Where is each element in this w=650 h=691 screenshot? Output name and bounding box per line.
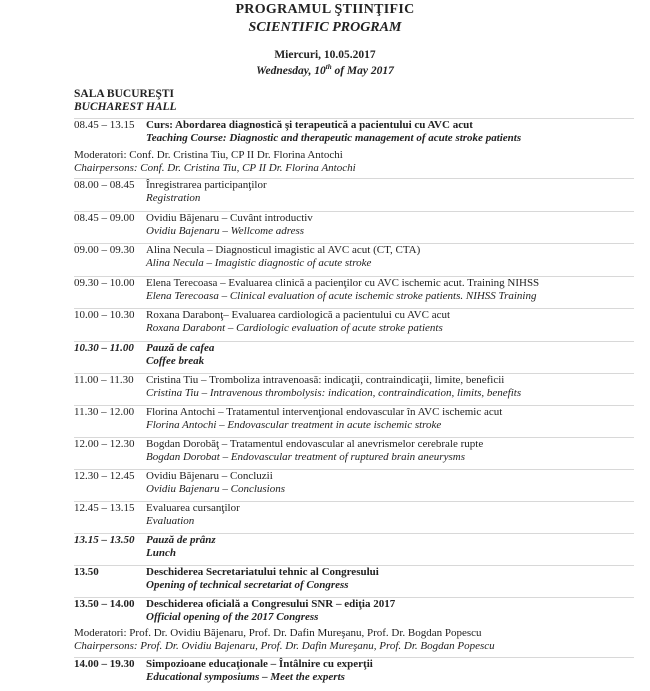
moderators-ro: Moderatori: Conf. Dr. Cristina Tiu, CP II Dr. Florina Antochi: [74, 149, 343, 161]
session-endovascular: [74, 405, 634, 431]
session-title-en: Ovidiu Bajenaru – Conclusions: [146, 483, 286, 495]
date-en-suffix: of May 2017: [331, 64, 394, 77]
session-cardiology: [74, 308, 634, 334]
session-title-en: Evaluation: [146, 515, 195, 527]
session-course: [74, 118, 634, 144]
date-en-sup: th: [325, 63, 332, 71]
session-title-ro: Florina Antochi – Tratamentul intervenţional endovascular în AVC ischemic acut: [146, 406, 503, 418]
session-title-en: Roxana Darabont – Cardiologic evaluation of acute stroke patients: [146, 322, 443, 334]
session-title-en: Opening of technical secretariat of Congress: [146, 579, 349, 591]
date-en: [0, 63, 650, 77]
program-title-en: SCIENTIFIC PROGRAM: [248, 20, 402, 35]
session-title-ro: Evaluarea cursanţilor: [146, 502, 240, 514]
session-lunch: [74, 533, 634, 559]
session-evaluation: [74, 501, 634, 527]
session-time: 12.00 – 12.30: [74, 438, 135, 450]
session-imaging: [74, 243, 634, 269]
chairpersons-en: Chairpersons: Prof. Dr. Ovidiu Bajenaru, Prof. Dr. Dafin Mureşanu, Prof. Dr. Bogdan Popescu: [74, 640, 495, 652]
session-title-en: Registration: [146, 192, 201, 204]
session-time: 10.00 – 10.30: [74, 309, 135, 321]
session-time: 08.00 – 08.45: [74, 179, 135, 191]
session-time: 10.30 – 11.00: [74, 342, 134, 354]
session-time: 12.45 – 13.15: [74, 502, 135, 514]
session-title-ro: Roxana Darabonţ– Evaluarea cardiologică a pacientului cu AVC acut: [146, 309, 451, 321]
session-thrombolysis: [74, 373, 634, 399]
program-title-ro: PROGRAMUL ŞTIINŢIFIC: [235, 2, 415, 17]
hall-name-ro: SALA BUCUREŞTI: [74, 88, 175, 100]
date-ro: Miercuri, 10.05.2017: [274, 49, 376, 61]
session-title-ro: Cristina Tiu – Tromboliza intravenoasă: indicaţii, contraindicaţii, limite, beneficii: [146, 374, 505, 386]
chairpersons-en: Chairpersons: Conf. Dr. Cristina Tiu, CP II Dr. Florina Antochi: [74, 162, 356, 174]
session-time: 13.50: [74, 566, 99, 578]
session-official-opening: [74, 597, 634, 623]
session-conclusions: [74, 469, 634, 495]
session-title-en: Bogdan Dorobat – Endovascular treatment of ruptured brain aneurysms: [146, 451, 465, 463]
session-title-ro: Deschiderea Secretariatului tehnic al Congresului: [146, 566, 379, 578]
date-en-prefix: Wednesday, 10: [256, 64, 326, 77]
session-time: 14.00 – 19.30: [74, 658, 135, 670]
session-title-en: Alina Necula – Imagistic diagnostic of acute stroke: [146, 257, 372, 269]
session-title-en: Ovidiu Bajenaru – Wellcome adress: [146, 225, 305, 237]
session-registration: [74, 178, 634, 204]
session-time: 08.45 – 09.00: [74, 212, 135, 224]
session-title-ro: Pauză de prânz: [146, 534, 216, 546]
session-title-ro: Înregistrarea participanţilor: [146, 179, 267, 191]
session-secretariat-opening: [74, 565, 634, 591]
session-time: 09.30 – 10.00: [74, 277, 135, 289]
session-title-ro: Simpozioane educaţionale – Întâlnire cu experţii: [146, 658, 373, 670]
session-clinical-evaluation: [74, 276, 634, 302]
session-title-en: Coffee break: [146, 355, 205, 367]
session-time: 09.00 – 09.30: [74, 244, 135, 256]
session-title-en: Official opening of the 2017 Congress: [146, 611, 319, 623]
session-title-en: Florina Antochi – Endovascular treatment in acute ischemic stroke: [146, 419, 442, 431]
session-title-ro: Ovidiu Băjenaru – Concluzii: [146, 470, 273, 482]
session-title-en: Educational symposiums – Meet the experts: [146, 671, 345, 683]
session-time: 13.15 – 13.50: [74, 534, 135, 546]
session-time: 08.45 – 13.15: [74, 119, 135, 131]
session-title-ro: Curs: Abordarea diagnostică şi terapeutică a pacientului cu AVC acut: [146, 119, 473, 131]
session-coffee-break: [74, 341, 634, 367]
session-time: 11.00 – 11.30: [74, 374, 134, 386]
session-title-ro: Pauză de cafea: [146, 342, 215, 354]
session-title-en: Cristina Tiu – Intravenous thrombolysis: indication, contraindication, limits, benefits: [146, 387, 522, 399]
session-title-ro: Alina Necula – Diagnosticul imagistic al AVC acut (CT, CTA): [146, 244, 421, 256]
session-title-ro: Elena Terecoasa – Evaluarea clinică a pacienţilor cu AVC ischemic acut. Training NIHSS: [146, 277, 540, 289]
session-aneurysms: [74, 437, 634, 463]
session-title-ro: Deschiderea oficială a Congresului SNR – ediţia 2017: [146, 598, 396, 610]
session-title-en: Lunch: [146, 547, 176, 559]
hall-name-en: BUCHAREST HALL: [74, 101, 177, 113]
session-time: 12.30 – 12.45: [74, 470, 135, 482]
session-title-en: Teaching Course: Diagnostic and therapeutic management of acute stroke patients: [146, 132, 522, 144]
session-time: 13.50 – 14.00: [74, 598, 135, 610]
session-time: 11.30 – 12.00: [74, 406, 135, 418]
session-title-ro: Ovidiu Băjenaru – Cuvânt introductiv: [146, 212, 313, 224]
session-introduction: [74, 211, 634, 237]
session-title-en: Elena Terecoasa – Clinical evaluation of acute ischemic stroke patients. NIHSS Training: [146, 290, 537, 302]
session-title-ro: Bogdan Dorobăţ – Tratamentul endovascular al anevrismelor cerebrale rupte: [146, 438, 484, 450]
moderators-ro: Moderatori: Prof. Dr. Ovidiu Băjenaru, Prof. Dr. Dafin Mureşanu, Prof. Dr. Bogdan Popescu: [74, 627, 482, 639]
session-educational-symposiums: [74, 657, 634, 683]
